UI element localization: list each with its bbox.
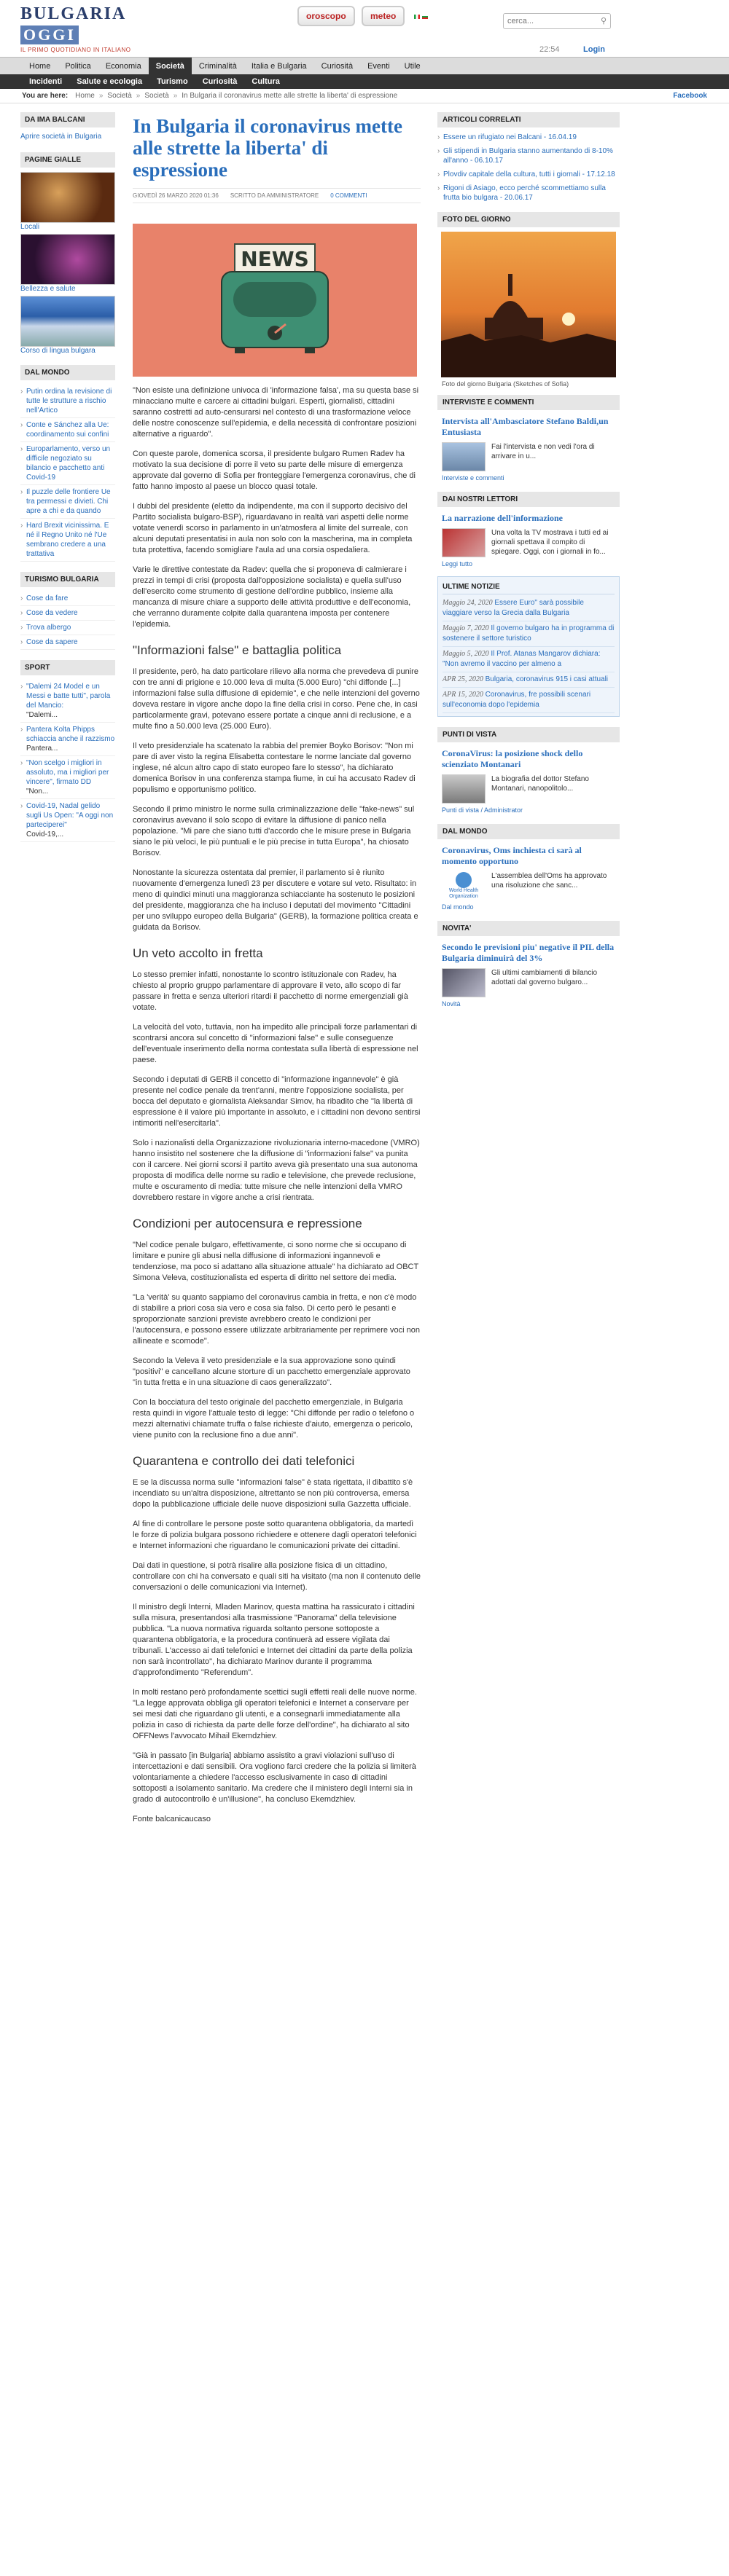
correlati-item[interactable]: › Plovdiv capitale della cultura, tutti i giornali - 17.12.18	[437, 168, 620, 181]
article-body	[133, 385, 421, 1825]
novita-text: Gli ultimi cambiamenti di bilancio adottati dal governo bulgaro...	[491, 969, 598, 986]
article-paragraph: Varie le direttive contestate da Radev: quella che si proponeva di calmierare i prezzi in tempi di crisi (proposta dall'opposizione socialista) e quella sull'uso dell'esercito come strumento di gestione dell'ordine pubblico, insieme alla mancanza di misure chiare a supporto delle attività produttive e dell'economia, che verranno duramente colpite dalla quarantena imposta per contenere l'epidemia.	[133, 565, 411, 629]
search-box	[503, 13, 611, 29]
ultime-link[interactable]: Il governo bulgaro ha in programma di sostenere il settore turistico	[443, 624, 615, 643]
article-paragraph: Fonte balcanicaucaso	[133, 1815, 211, 1823]
lettori-text: Una volta la TV mostrava i tutti ed ai giornali spettava il compito di spiegare. Oggi, con i giornali in fo...	[491, 529, 609, 556]
article-paragraph: Solo i nazionalisti della Organizzazione rivoluzionaria interno-macedone (VMRO) hanno insistito nel sostenere che la diffusione di "informazioni false" va punita con il carcere. Nei giorni scorsi il partito aveva già presentato una sua autonoma proposta di modifica delle norme su radio e televisione, che prevede reclusione, multe e oscuramento di media: tutte misure che nelle intenzioni della VMRO dovrebbero restare in vigore anche a crisi rientrata.	[133, 1139, 420, 1202]
who-emblem-icon	[456, 872, 472, 888]
ultime-date: Maggio 24, 2020	[443, 599, 493, 607]
article-paragraph: In molti restano però profondamente scettici sugli effetti reali delle nuove norme. "La legge approvata obbliga gli operatori telefonici e Internet a conservare per sei mesi dati che riguardano gli utenti, e a consegnarli immediatamente alla polizia in caso di richiesta da parte delle forze dell'ordine", ha dichiarato al sito OFFNews l'avvocato Mihail Ekemdzhiev.	[133, 1688, 417, 1740]
punti-link[interactable]: Punti di vista / Administrator	[442, 806, 523, 814]
punti-feature-link[interactable]: CoronaVirus: la posizione shock dello scienziato Montanari	[442, 748, 583, 769]
mondo-link[interactable]: Dal mondo	[442, 903, 474, 911]
turismo-item[interactable]: › Cose da sapere	[20, 635, 115, 650]
sub-nav	[0, 74, 729, 89]
foto-caption: Foto del giorno Bulgaria (Sketches of Sofia)	[442, 380, 569, 388]
sport-link[interactable]: Pantera Kolta Phipps schiaccia anche il razzismo	[26, 726, 115, 743]
nav-item[interactable]: Eventi	[367, 62, 390, 71]
subnav-item[interactable]: Cultura	[252, 77, 280, 86]
article-meta	[133, 188, 421, 203]
breadcrumb	[0, 89, 729, 103]
nav-item[interactable]: Home	[29, 62, 51, 71]
article-paragraph: "Già in passato [in Bulgaria] abbiamo assistito a gravi violazioni sull'uso di intercettazioni e dati sensibili. Ora vogliono farci credere che la polizia si limiterà volontariamente a chiedere l'accesso esclusivamente in caso di cittadini sottoposti a isolamento sanitario. Ma credere che il ministero degli Interni sia in grado di autocontrollo è un'illusione", ha concluso Ekemdzhiev.	[133, 1751, 416, 1804]
ultime-item	[443, 688, 615, 713]
logo-tagline: IL PRIMO QUOTIDIANO IN ITALIANO	[20, 47, 131, 53]
correlati-item[interactable]: › Gli stipendi in Bulgaria stanno aumentando di 8-10% all'anno - 06.10.17	[437, 144, 620, 168]
bellezza-image[interactable]	[20, 234, 115, 285]
sofia-sunset-illustration	[441, 232, 616, 377]
correlati-heading: ARTICOLI CORRELATI	[437, 112, 620, 127]
lettori-heading: DAI NOSTRI LETTORI	[437, 492, 620, 507]
mondo-text: L'assemblea dell'Oms ha approvato una risoluzione che sanc...	[491, 872, 607, 890]
mondo-heading: DAL MONDO	[437, 824, 620, 839]
punti-heading: PUNTI DI VISTA	[437, 727, 620, 742]
breadcrumb-separator: »	[98, 92, 104, 100]
dal-mondo-heading: DAL MONDO	[20, 365, 115, 380]
article-paragraph: Il veto presidenziale ha scatenato la rabbia del premier Boyko Borisov: "Non mi pare di aver visto la regina Elisabetta contestare le norme lanciate dal governo inglese, né alcun altro capo di stato europeo fare lo stesso", ha dichiarato domenica Borisov in una conferenza stampa fiume, in cui ha accusato Radev di populismo e opportunismo politico.	[133, 742, 416, 794]
article-paragraph: Lo stesso premier infatti, nonostante lo scontro istituzionale con Radev, ha chiesto al proprio gruppo parlamentare di approvare il veto, allo scopo di far passare in fretta e senza ulteriori ritardi il pacchetto di norme emergenziali già votate.	[133, 970, 408, 1012]
punti-text: La biografia del dottor Stefano Montanari, nanopolitolo...	[491, 775, 589, 793]
ultime-item	[443, 596, 615, 621]
ultime-date: APR 25, 2020	[443, 675, 483, 683]
sport-link[interactable]: "Dalemi 24 Model e un Messi e batte tutti", parola del Mancio:	[26, 683, 111, 710]
article-paragraph: Secondo la Veleva il veto presidenziale e la sua approvazione sono quindi "positivi" e cancellano alcune storture di un pacchetto emergenziale approvato "in tutta fretta e in una situazione di caos generalizzato".	[133, 1356, 410, 1387]
turismo-list	[20, 592, 115, 650]
article-paragraph: Nonostante la sicurezza ostentata dal premier, il parlamento si è riunito nuovamente d'emergenza lunedì 23 per discutere e votare sul veto. Risultato: in meno di quindici minuti una maggioranza schiacciante ha sostenuto le posizioni del presidente, maggioranza che ha incluso i deputati del movimento "Cittadini per uno sviluppo europeo della Bulgaria" (GERB), la formazione politica creata e guidata da Borisov.	[133, 868, 418, 932]
lettori-link[interactable]: Leggi tutto	[442, 560, 473, 568]
breadcrumb-separator: »	[173, 92, 178, 100]
ultime-notizie-box	[437, 576, 620, 717]
flag-bulgaria-icon[interactable]	[422, 15, 428, 19]
turismo-heading: TURISMO BULGARIA	[20, 572, 115, 587]
nav-item[interactable]: Utile	[404, 62, 421, 71]
interviste-feature-link[interactable]: Intervista all'Ambasciatore Stefano Baldi,un Entusiasta	[442, 416, 609, 437]
article-paragraph: Secondo il primo ministro le norme sulla criminalizzazione delle "fake-news" sul coronavirus avevano il solo scopo di evitare la diffusione di panico nella popolazione. "Mi pare che siano tutti d'accordo che le misure prese in Bulgaria siano le più veloci, le più puntuali e le più precise in tutta Europa", ha chiosato Borisov.	[133, 805, 415, 857]
dal-mondo-item[interactable]: › Il puzzle delle frontiere Ue tra permessi e divieti. Chi apre a chi e da quando	[20, 485, 115, 519]
header	[0, 0, 729, 57]
article-paragraph: Secondo i deputati di GERB il concetto di "informazione ingannevole" è già presente nel codice penale da trent'anni, mentre l'opposizione socialista, per bocca del deputato e giornalista Aleksandar Simov, ha ribadito che "la libertà di espressione è il valore più importante in assoluto, e i cittadini non devono sentirsi intimoriti nell'esercitarla".	[133, 1075, 421, 1128]
lettori-feature-link[interactable]: La narrazione dell'informazione	[442, 513, 563, 523]
article-paragraph: Dai dati in questione, si potrà risalire alla posizione fisica di un cittadino, controllare con chi ha conversato e quali siti ha visitato (ma non il contenuto delle conversazioni o delle comunicazioni via Internet).	[133, 1561, 421, 1592]
pagine-item[interactable]: Bellezza e salute	[20, 285, 76, 293]
article-paragraph: I dubbi del presidente (eletto da indipendente, ma con il supporto decisivo del Partito socialista bulgaro-BSP), riguardavano in realtà vari aspetti delle norme votate venerdì scorso in parlamento in un'atmosfera al limite del surreale, con alcuni deputati presentatisi in aula non solo con la mascherina, ma in completa tuta protettiva, facendo somigliare l'aula ad una corsia ospedaliera.	[133, 502, 413, 554]
article-paragraph: Al fine di controllare le persone poste sotto quarantena obbligatoria, da martedì le forze di polizia bulgara possono richiedere e ottenere dagli operatori telefonici e Internet informazioni che riguardano le comunicazioni private dei cittadini.	[133, 1520, 417, 1550]
sport-excerpt: Covid-19,...	[26, 830, 64, 839]
interviste-heading: INTERVISTE E COMMENTI	[437, 395, 620, 410]
da-ima-heading: DA IMA BALCANI	[20, 112, 115, 127]
article-paragraph: E se la discussa norma sulle "informazioni false" è stata rigettata, il dibattito s'è incendiato su un'altra disposizione, altrettanto se non più controversa, emersa dopo la pubblicazione ufficiale delle nuove disposizioni sulla Gazzetta ufficiale.	[133, 1478, 413, 1509]
interviste-link[interactable]: Interviste e commenti	[442, 474, 504, 482]
ultime-link[interactable]: Essere Euro" sarà possibile viaggiare verso la Grecia dalla Bulgaria	[443, 599, 584, 617]
left-sidebar	[20, 112, 115, 842]
breadcrumb-item[interactable]: Home	[75, 92, 95, 100]
article-paragraph: "Non esiste una definizione univoca di 'informazione falsa', ma su questa base si minacciano multe e carcere ai cittadini bulgari. Esperti, giornalisti, cittadini saranno costretti ad auto-censurarsi nel contesto di una trasformazione veloce delle nostre conoscenze sull'epidemia, e della necessità di confrontare posizioni alternative a riguardo".	[133, 386, 419, 439]
article	[133, 109, 421, 1825]
nav-item[interactable]: Italia e Bulgaria	[251, 62, 307, 71]
nav-item[interactable]: Curiosità	[321, 62, 354, 71]
sport-item	[20, 680, 115, 723]
logo-line2: OGGI	[20, 25, 79, 44]
subnav-item[interactable]: Curiosità	[202, 77, 238, 86]
novita-image[interactable]	[442, 968, 486, 997]
corso-image[interactable]	[20, 296, 115, 347]
subnav-item[interactable]: Incidenti	[29, 77, 63, 86]
nav-item[interactable]: Economia	[105, 62, 141, 71]
correlati-item[interactable]: › Rigoni di Asiago, ecco perché scommettiamo sulla frutta bio bulgara - 20.06.17	[437, 181, 620, 205]
hero-news-text: NEWS	[241, 247, 309, 271]
interviste-image[interactable]	[442, 442, 486, 471]
breadcrumb-item: In Bulgaria il coronavirus mette alle strette la liberta' di espressione	[182, 92, 398, 100]
subnav-item[interactable]: Turismo	[157, 77, 188, 86]
nav-item[interactable]: Società	[149, 58, 192, 74]
sport-link[interactable]: Covid-19, Nadal gelido sugli Us Open: "A oggi non parteciperei"	[26, 802, 114, 829]
nav-item[interactable]: Politica	[65, 62, 91, 71]
news-tv-illustration	[133, 224, 417, 377]
sport-excerpt: "Dalemi...	[26, 711, 58, 719]
novita-link[interactable]: Novità	[442, 1000, 461, 1008]
meteo-button[interactable]: meteo	[362, 6, 405, 26]
novita-heading: NOVITA'	[437, 921, 620, 936]
search-input[interactable]	[504, 14, 591, 28]
turismo-item[interactable]: › Cose da fare	[20, 592, 115, 606]
dal-mondo-item[interactable]: › Europarlamento, verso un difficile negoziato su bilancio e pacchetto anti Covid-19	[20, 442, 115, 485]
ultime-link[interactable]: Il Prof. Atanas Mangarov dichiara: "Non avremo il vaccino per almeno a	[443, 650, 601, 668]
interviste-text: Fai l'intervista e non vedi l'ora di arrivare in u...	[491, 443, 595, 460]
pagine-item[interactable]: Corso di lingua bulgara	[20, 347, 95, 355]
nav-item[interactable]: Criminalità	[198, 62, 237, 71]
login-link[interactable]: Login	[583, 45, 605, 54]
article-author: SCRITTO DA AMMINISTRATORE	[230, 192, 319, 199]
dal-mondo-item[interactable]: › Hard Brexit vicinissima. E né il Regno Unito né l'Ue sembrano credere a una trattativa	[20, 519, 115, 562]
logo-line1: BULGARIA	[20, 4, 127, 23]
da-ima-link[interactable]: Aprire società in Bulgaria	[20, 133, 102, 141]
article-subheading: Condizioni per autocensura e repressione	[133, 1217, 362, 1230]
dal-mondo-item[interactable]: › Putin ordina la revisione di tutte le strutture a rischio nell'Artico	[20, 385, 115, 418]
subnav-item[interactable]: Salute e ecologia	[77, 77, 143, 86]
article-paragraph: Il presidente, però, ha dato particolare rilievo alla norma che prevedeva di punire con tre anni di prigione e 10.000 leva di multa (5.000 Euro) "chi diffonde [...] informazioni false sulla diffusione di epidemie", e che nelle intenzioni del governo doveva restare in vigore anche dopo la fine della crisi in corso. Pene che, in casi particolarmente gravi, potevano essere portate a cinque anni di reclusione, e a multe fino a 50.000 leva (25.000 Euro).	[133, 667, 420, 731]
article-hero-image	[133, 224, 417, 377]
ultime-item	[443, 621, 615, 647]
who-logo[interactable]	[442, 871, 486, 900]
right-sidebar	[437, 112, 620, 1008]
article-paragraph: "La 'verità' su quanto sappiamo del coronavirus cambia in fretta, e non c'è modo di stabilire a priori cosa sia vero e cosa sia falso. Di certo però le pesanti e sproporzionate sanzioni previste avrebbero creato le condizioni per l'autocensura, e possono essere utilizzate arbitrariamente per reprimere voci non allineate e scomode".	[133, 1293, 421, 1346]
flag-italy-icon[interactable]	[414, 15, 420, 19]
article-title: In Bulgaria il coronavirus mette alle strette la liberta' di espressione	[133, 115, 402, 181]
ultime-link[interactable]: Bulgaria, coronavirus 915 i casi attuali	[485, 675, 609, 683]
foto-del-giorno-image[interactable]	[441, 232, 616, 377]
article-date: GIOVEDÌ 26 MARZO 2020 01:36	[133, 192, 219, 199]
who-logo-text: World Health Organization	[448, 888, 479, 899]
article-paragraph: Il ministro degli Interni, Mladen Marinov, questa mattina ha rassicurato i cittadini sulla misura, presentandosi alla trasmissione "Panorama" della televisione pubblica. "La nuova normativa riguarda soltanto persone sottoposte a quarantena obbligatoria, e la procedura continuerà ad essere vigilata dai tribunali. L'accesso ai dati telefonici e Internet dei cittadini da parte della polizia non sarà incontrollato", ha dichiarato Marinov durante il programma d'approfondimento "Referendum".	[133, 1603, 415, 1677]
article-paragraph: Con queste parole, domenica scorsa, il presidente bulgaro Rumen Radev ha motivato la sua decisione di porre il veto su parte delle misure di emergenza approvate dal governo di Sofia per fronteggiare l'emergenza coronavirus, che di fatto hanno imposto al paese un blocco quasi totale.	[133, 449, 416, 491]
sport-item	[20, 756, 115, 799]
article-subheading: "Informazioni false" e battaglia politica	[133, 643, 342, 657]
ultime-item	[443, 672, 615, 688]
sport-link[interactable]: "Non scelgo i migliori in assoluto, ma i migliori per vincere", firmato DD	[26, 759, 109, 786]
article-paragraph: "Nel codice penale bulgaro, effettivamente, ci sono norme che si occupano di limitare e punire gli abusi nella diffusione di informazioni ingannevoli e tendenziose, ma poco si adattano alla situazione attuale" ha dichiarato ad OBCT Simona Veleva, costituzionalista ed esperta di diritto nel settore dei media.	[133, 1241, 419, 1282]
article-subheading: Un veto accolto in fretta	[133, 946, 263, 960]
sport-item	[20, 799, 115, 842]
ultime-date: APR 15, 2020	[443, 691, 483, 699]
turismo-item[interactable]: › Cose da vedere	[20, 606, 115, 621]
article-paragraph: Con la bocciatura del testo originale del pacchetto emergenziale, in Bulgaria resta quindi in vigore l'attuale testo di legge: "Chi diffonde per radio o telefono o mezzi alternativi chiamate truffa o false richieste d'aiuto, emergenza o pericolo, viene punito con la reclusione fino a due anni".	[133, 1398, 415, 1440]
language-flags	[414, 15, 428, 19]
mondo-feature-link[interactable]: Coronavirus, Oms inchiesta ci sarà al momento opportuno	[442, 845, 582, 866]
article-paragraph: La velocità del voto, tuttavia, non ha impedito alle principali forze parlamentari di scontrarsi ancora sul concetto di "informazioni false" e sulle conseguenze dell'eventuale inserimento della norma contestata sulla libertà di espressione nel paese.	[133, 1023, 418, 1064]
pagine-item[interactable]: Locali	[20, 223, 40, 231]
ultime-date: Maggio 5, 2020	[443, 650, 489, 658]
ultime-date: Maggio 7, 2020	[443, 624, 489, 632]
article-subheading: Quarantena e controllo dei dati telefonici	[133, 1454, 355, 1468]
novita-feature-link[interactable]: Secondo le previsioni piu' negative il PIL della Bulgaria diminuirà del 3%	[442, 942, 615, 963]
facebook-link[interactable]: Facebook	[673, 92, 707, 100]
main-nav	[0, 57, 729, 74]
breadcrumb-item[interactable]: Società	[107, 92, 132, 100]
sport-excerpt: Pantera...	[26, 745, 58, 753]
locali-image[interactable]	[20, 172, 115, 223]
dal-mondo-list	[20, 385, 115, 562]
sport-heading: SPORT	[20, 660, 115, 675]
ultime-list	[443, 596, 615, 713]
article-comments-link[interactable]: 0 COMMENTI	[330, 192, 367, 199]
lettori-image[interactable]	[442, 528, 486, 557]
site-logo[interactable]	[20, 4, 188, 53]
ultime-link[interactable]: Coronavirus, fre possibili scenari sull'economia dopo l'epidemia	[443, 691, 591, 709]
foto-heading: FOTO DEL GIORNO	[437, 212, 620, 227]
ultime-item	[443, 647, 615, 672]
turismo-item[interactable]: › Trova albergo	[20, 621, 115, 635]
breadcrumb-separator: »	[136, 92, 141, 100]
breadcrumb-label: You are here:	[22, 92, 69, 100]
correlati-list	[437, 127, 620, 205]
pagine-gialle-heading: PAGINE GIALLE	[20, 152, 115, 168]
dal-mondo-item[interactable]: › Conte e Sánchez alla Ue: coordinamento sui confini	[20, 418, 115, 442]
breadcrumb-item[interactable]: Società	[144, 92, 169, 100]
oroscopo-button[interactable]: oroscopo	[297, 6, 355, 26]
search-icon[interactable]: ⚲	[600, 17, 607, 25]
sport-excerpt: "Non...	[26, 788, 49, 796]
sport-list	[20, 680, 115, 842]
sport-item	[20, 723, 115, 756]
correlati-item[interactable]: › Essere un rifugiato nei Balcani - 16.04.19	[437, 130, 620, 144]
clock: 22:54	[539, 45, 560, 54]
punti-image[interactable]	[442, 774, 486, 804]
ultime-heading: ULTIME NOTIZIE	[443, 580, 615, 594]
